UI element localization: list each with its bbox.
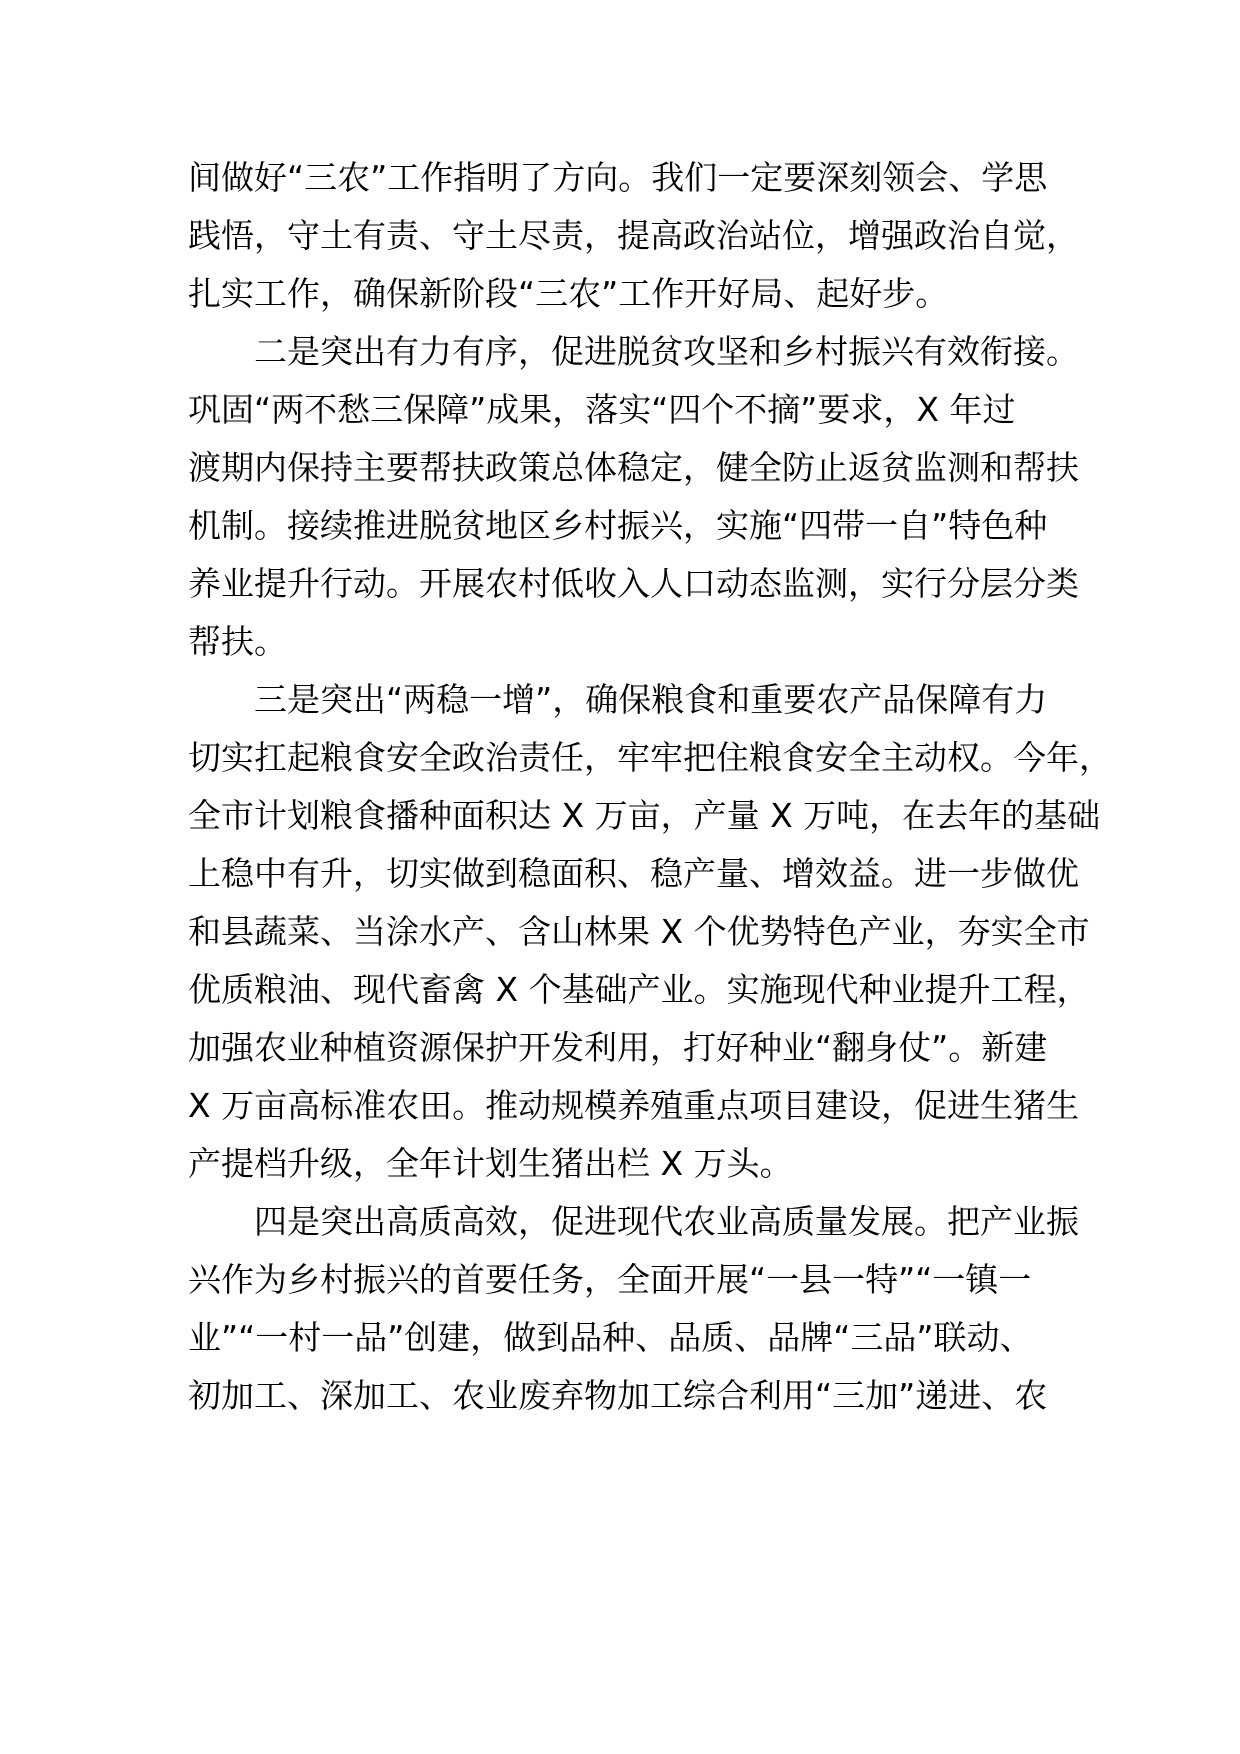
text-line-17: X 万亩高标准农田。推动规模养殖重点项目建设，促进生猪生 [188,1086,1080,1125]
text-line-7: 机制。接续推进脱贫地区乡村振兴，实施“四带一自”特色种 [188,506,1048,545]
text-line-8: 养业提升行动。开展农村低收入人口动态监测，实行分层分类 [188,564,1079,603]
paragraph-3-first-line: 三是突出“两稳一增”，确保粮食和重要农产品保障有力 [254,680,1048,719]
text-line-6: 渡期内保持主要帮扶政策总体稳定，健全防止返贫监测和帮扶 [188,448,1079,487]
text-line-9: 帮扶。 [188,622,287,661]
text-line-20: 兴作为乡村振兴的首要任务，全面开展“一县一特”“一镇一 [188,1260,1032,1299]
text-line-22: 初加工、深加工、农业废弃物加工综合利用“三加”递进、农 [188,1376,1048,1415]
text-line-16: 加强农业种植资源保护开发利用，打好种业“翻身仗”。新建 [188,1028,1048,1067]
text-line-5: 巩固“两不愁三保障”成果，落实“四个不摘”要求，X 年过 [188,390,1016,429]
text-line-14: 和县蔬菜、当涂水产、含山林果 X 个优势特色产业，夯实全市 [188,912,1090,951]
text-line-11: 切实扛起粮食安全政治责任，牢牢把住粮食安全主动权。今年， [188,738,1112,777]
text-line-2: 践悟，守土有责、守土尽责，提高政治站位，增强政治自觉， [188,216,1079,255]
text-line-1: 间做好“三农”工作指明了方向。我们一定要深刻领会、学思 [188,158,1048,197]
text-line-13: 上稳中有升，切实做到稳面积、稳产量、增效益。进一步做优 [188,854,1079,893]
paragraph-2-first-line: 二是突出有力有序，促进脱贫攻坚和乡村振兴有效衔接。 [254,332,1079,371]
text-line-3: 扎实工作，确保新阶段“三农”工作开好局、起好步。 [188,274,949,313]
text-line-15: 优质粮油、现代畜禽 X 个基础产业。实施现代种业提升工程， [188,970,1090,1009]
paragraph-4-first-line: 四是突出高质高效，促进现代农业高质量发展。把产业振 [254,1202,1079,1241]
text-line-21: 业”“一村一品”创建，做到品种、品质、品牌“三品”联动、 [188,1318,1033,1357]
text-line-18: 产提档升级，全年计划生猪出栏 X 万头。 [188,1144,793,1183]
text-line-12: 全市计划粮食播种面积达 X 万亩，产量 X 万吨，在去年的基础 [188,796,1101,835]
